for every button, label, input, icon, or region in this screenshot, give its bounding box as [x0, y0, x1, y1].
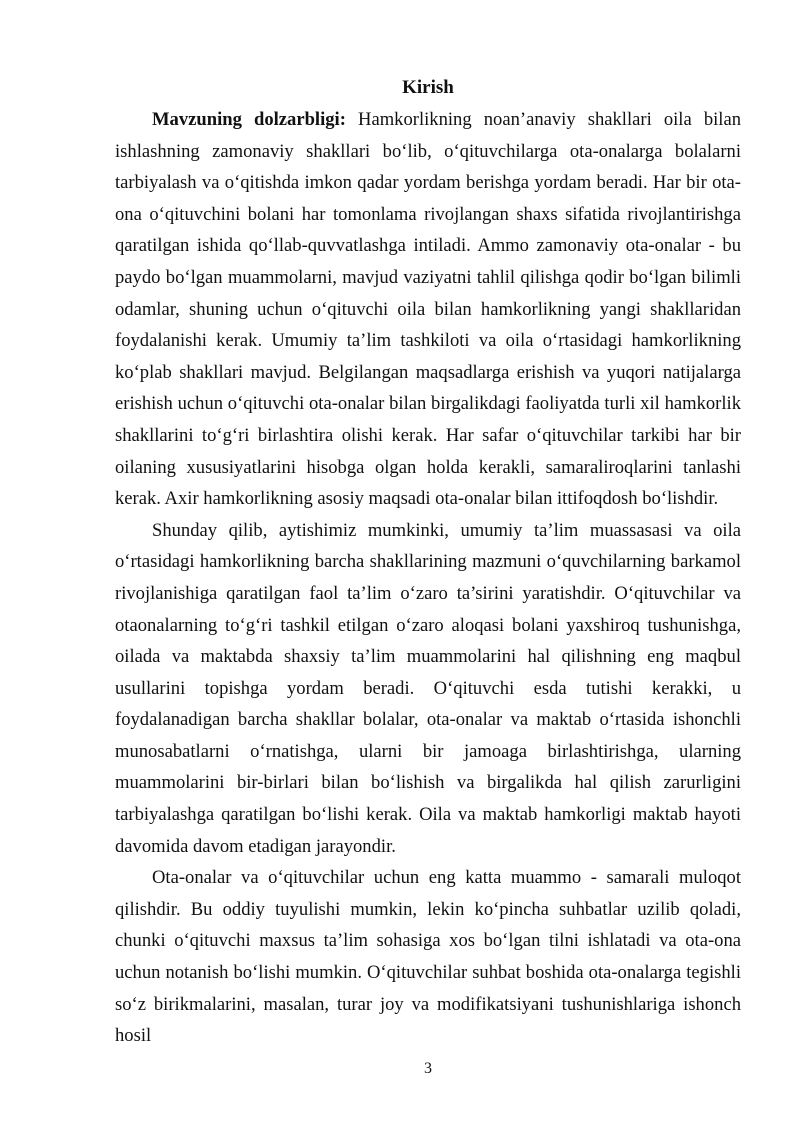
document-page	[115, 72, 741, 1052]
paragraph-communication	[115, 862, 741, 1052]
paragraph-conclusion	[115, 515, 741, 863]
paragraph-text: Hamkorlikning noan’anaviy shakllari oila bilan ishlashning zamonaviy shakllari bo‘lib, o‘qituvchilarga ota-onalarga bolalarni tarbiyalash va o‘qitishda imkon qadar yordam berishga yordam beradi. Har bir ota-ona o‘qituvchini bolani har tomonlama rivojlangan shaxs sifatida rivojlantirishga qaratilgan ishida qo‘llab-quvvatlashga intiladi. Ammo zamonaviy ota-onalar - bu paydo bo‘lgan muammolarni, mavjud vaziyatni tahlil qilishga qodir bo‘lgan bilimli odamlar, shuning uchun o‘qituvchi oila bilan hamkorlikning yangi shakllaridan foydalanishi kerak. Umumiy ta’lim tashkiloti va oila o‘rtasidagi hamkorlikning ko‘plab shakllari mavjud. Belgilangan maqsadlarga erishish va yuqori natijalarga erishish uchun o‘qituvchi ota-onalar bilan birgalikdagi faoliyatda turli xil hamkorlik shakllarini to‘g‘ri birlashtira olishi kerak. Har safar o‘qituvchilar tarkibi har bir oilaning xususiyatlarini hisobga olgan holda kerakli, samaraliroqlarini tanlashi kerak. Axir hamkorlikning asosiy maqsadi ota-onalar bilan ittifoqdosh bo‘lishdir.	[115, 109, 742, 510]
document-title: Kirish	[402, 77, 454, 98]
paragraph-text: Shunday qilib, aytishimiz mumkinki, umumiy ta’lim muassasasi va oila o‘rtasidagi hamkorlikning barcha shakllarining mazmuni o‘quvchilarning barkamol rivojlanishiga qaratilgan faol ta’lim o‘zaro ta’sirini yaratishdir. O‘qituvchilar va otaonalarning to‘g‘ri tashkil etilgan o‘zaro aloqasi bolani yaxshiroq tushunishga, oilada va maktabda shaxsiy ta’lim muammolarini hal qilishning eng maqbul usullarini topishga yordam beradi. O‘qituvchi esda tutishi kerakki, u foydalanadigan barcha shakllar bolalar, ota-onalar va maktab o‘rtasida ishonchli munosabatlarni o‘rnatishga, ularni bir jamoaga birlashtirishga, ularning muammolarini bir-birlari bilan bo‘lishish va birgalikda hal qilish zarurligini tarbiyalashga qaratilgan bo‘lishi kerak. Oila va maktab hamkorligi maktab hayoti davomida davom etadigan jarayondir.	[115, 519, 741, 857]
paragraph-relevance	[115, 104, 741, 515]
page-number: 3	[424, 1060, 432, 1077]
paragraph-lead: Mavzuning dolzarbligi:	[152, 109, 346, 130]
paragraph-text: Ota-onalar va o‘qituvchilar uchun eng katta muammo - samarali muloqot qilishdir. Bu oddiy tuyulishi mumkin, lekin ko‘pincha suhbatlar uzilib qoladi, chunki o‘qituvchi maxsus ta’lim sohasiga xos bo‘lgan tilni ishlatadi va ota-ona uchun notanish bo‘lishi mumkin. O‘qituvchilar suhbat boshida ota-onalarga tegishli so‘z birikmalarini, masalan, turar joy va modifikatsiyani tushunishlariga ishonch hosil	[115, 867, 741, 1047]
